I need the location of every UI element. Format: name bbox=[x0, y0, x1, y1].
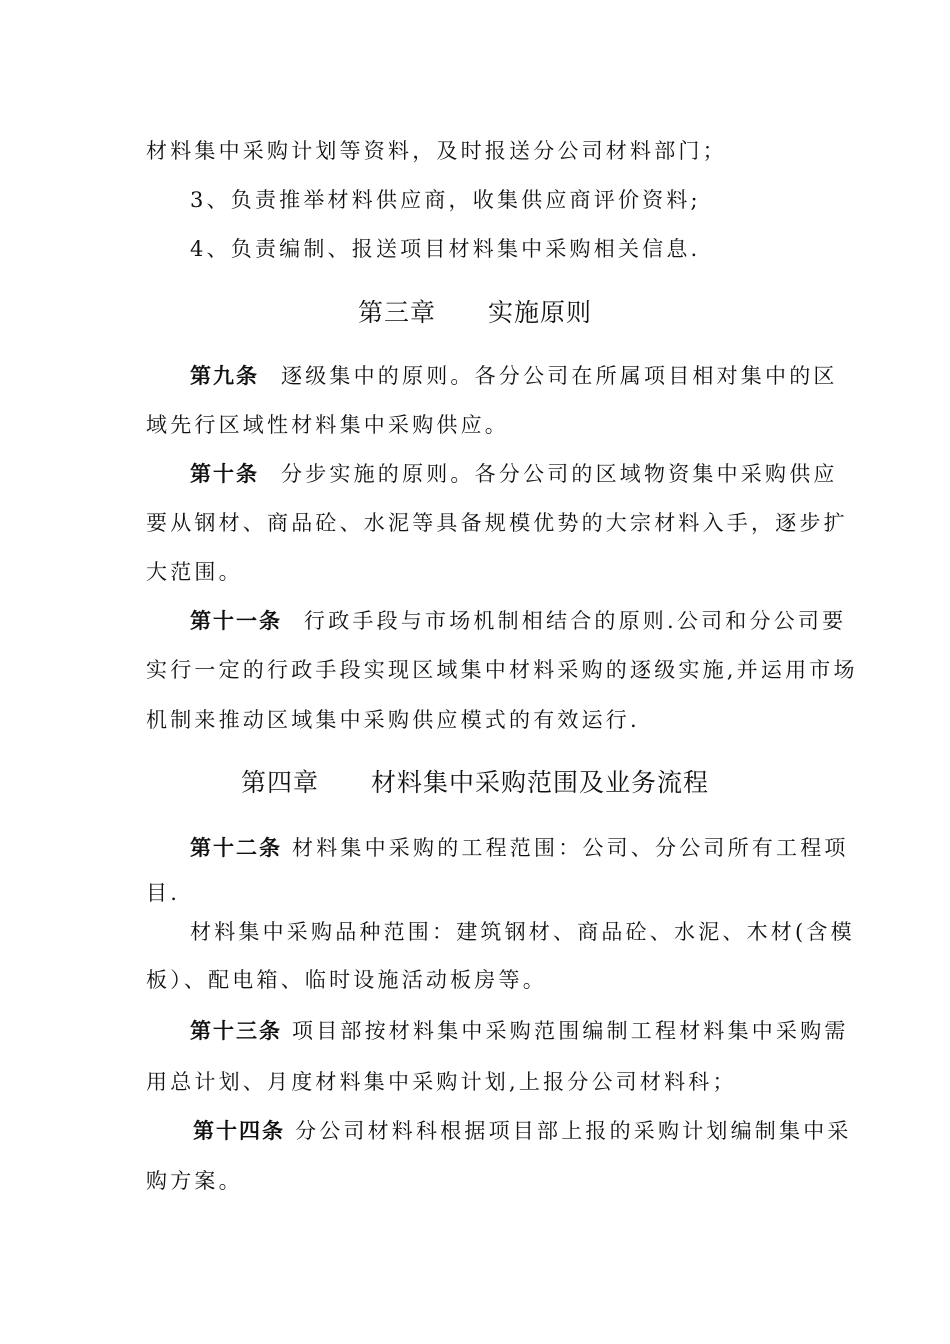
article-13-line-1: 第十三条 项目部按材料集中采购范围编制工程材料集中采购需 bbox=[190, 1018, 849, 1043]
article-11-line-1: 第十一条 行政手段与市场机制相结合的原则.公司和分公司要 bbox=[190, 608, 847, 633]
article-9-line-2: 域先行区域性材料集中采购供应。 bbox=[146, 413, 509, 437]
article-10-label: 第十条 bbox=[190, 461, 259, 486]
article-10-line-2: 要从钢材、商品砼、水泥等具备规模优势的大宗材料入手，逐步扩 bbox=[146, 511, 848, 535]
article-12-line-3: 材料集中采购品种范围：建筑钢材、商品砼、水泥、木材(含模 bbox=[190, 920, 855, 944]
article-14-label: 第十四条 bbox=[193, 1118, 285, 1143]
chapter-3-heading: 第三章 实施原则 bbox=[357, 298, 592, 327]
article-11-line-3: 机制来推动区域集中采购供应模式的有效运行. bbox=[146, 708, 640, 732]
text-line: 4、负责编制、报送项目材料集中采购相关信息. bbox=[190, 237, 701, 261]
text-line: 3、负责推举材料供应商，收集供应商评价资料; bbox=[190, 188, 701, 212]
article-12-label: 第十二条 bbox=[190, 835, 282, 860]
text-line: 材料集中采购计划等资料，及时报送分公司材料部门； bbox=[146, 139, 727, 163]
article-13-label: 第十三条 bbox=[190, 1018, 282, 1043]
article-12-line-4: 板）、配电箱、临时设施活动板房等。 bbox=[146, 968, 547, 992]
article-14-line-2: 购方案。 bbox=[146, 1169, 243, 1193]
article-10-line-3: 大范围。 bbox=[146, 560, 243, 584]
article-12-line-1: 第十二条 材料集中采购的工程范围：公司、分公司所有工程项 bbox=[190, 835, 849, 860]
article-13-line-2: 用总计划、月度材料集中采购计划,上报分公司材料科； bbox=[146, 1070, 737, 1094]
article-14-line-1: 第十四条 分公司材料科根据项目部上报的采购计划编制集中采 bbox=[193, 1118, 852, 1143]
article-11-label: 第十一条 bbox=[190, 608, 282, 633]
article-9-line-1: 第九条 逐级集中的原则。各分公司在所属项目相对集中的区 bbox=[190, 363, 838, 388]
article-10-line-1: 第十条 分步实施的原则。各分公司的区域物资集中采购供应 bbox=[190, 461, 838, 486]
chapter-4-heading: 第四章 材料集中采购范围及业务流程 bbox=[240, 768, 709, 797]
article-11-line-2: 实行一定的行政手段实现区域集中材料采购的逐级实施,并运用市场 bbox=[146, 658, 858, 682]
article-9-label: 第九条 bbox=[190, 363, 259, 388]
article-12-line-2: 目. bbox=[146, 881, 181, 905]
